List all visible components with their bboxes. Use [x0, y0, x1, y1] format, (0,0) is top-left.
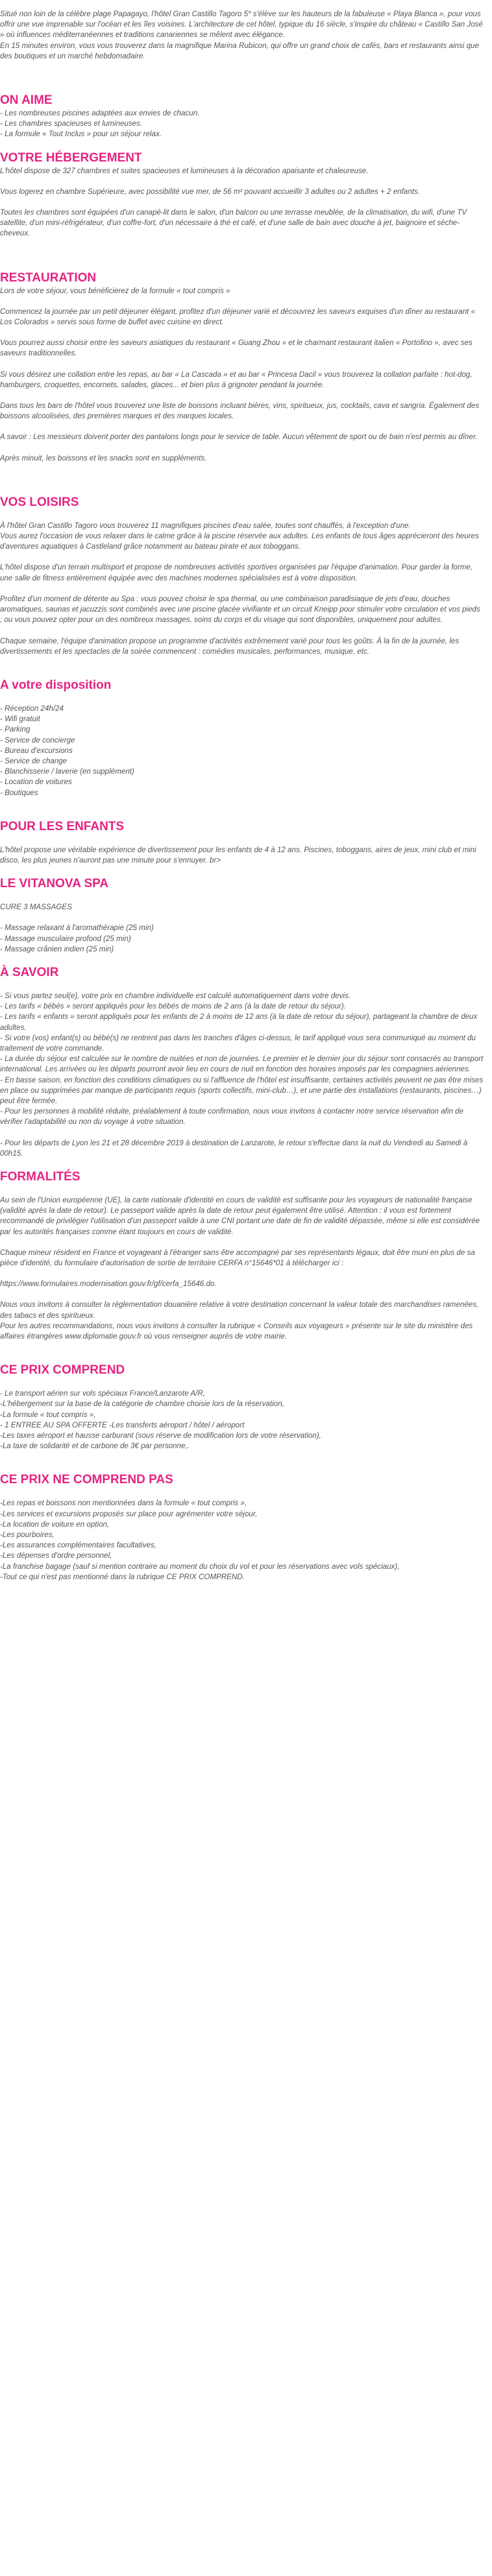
- paragraph: Chaque mineur résident en France et voyageant à l'étranger sans être accompagné par ses représentants légaux, doit être muni en plus de sa pièce d'identité, du formulaire d'autorisation de sortie de territoire CERFA n°15646*01 à télécharger ici :: [0, 1248, 475, 1268]
- paragraph: Nous vous invitons à consulter la réglementation douanière relative à votre destination concernant la valeur totale des marchandises ramenées, des tabacs et des spiritueux.: [0, 1300, 479, 1320]
- list-item: -L'hébergement sur la base de la catégorie de chambre choisie lors de la réservation,: [0, 1400, 284, 1409]
- list-item: - En basse saison, en fonction des conditions climatiques ou si l'affluence de l'hôtel est insuffisante, certaines activités peuvent ne pas être mises en place ou supprimées par manque de participants requis (sports collectifs, mini-club…), et une partie des installations (restaurants, piscines…) peut être fermée.: [0, 1075, 484, 1105]
- list-item: -Les repas et boissons non mentionnées dans la formule « tout compris »,: [0, 1499, 247, 1508]
- disposition-section: [0, 678, 484, 798]
- list-item: -La taxe de solidarité et de carbone de 3€ par personne,.: [0, 1442, 190, 1451]
- list-item: - Service de concierge: [0, 735, 75, 745]
- section-title-enfants: POUR LES ENFANTS: [0, 819, 125, 833]
- list-item: - La durée du séjour est calculée sur le nombre de nuitées et non de journées. Le premier et le dernier jour du séjour sont consacrés au transport international. Les arrivées ou les départs pourront avoir lieu en cours de nuit en fonction des horaires imposés par les compagnies aériennes.: [0, 1055, 484, 1074]
- hebergement-section: [0, 150, 484, 239]
- paragraph: Chaque semaine, l'équipe d'animation propose un programme d'activités extrêmement varié pour tous les goûts. À la fin de la journée, les divertissements et les spectacles de la soirée commencent : comédies musicales, performances, musique, etc.: [0, 636, 460, 656]
- list-item: - Location de voitures: [0, 778, 72, 787]
- spa-section: [0, 876, 484, 955]
- list-item: -Les assurances complémentaires facultatives,: [0, 1541, 157, 1550]
- list-item: -Les dépenses d'ordre personnel,: [0, 1551, 112, 1560]
- list-item: -La formule « tout compris »,: [0, 1410, 96, 1419]
- section-title-restauration: RESTAURATION: [0, 270, 97, 285]
- list-item: -Les pourboires,: [0, 1531, 55, 1540]
- list-item: - Pour les personnes à mobilité réduite, préalablement à toute confirmation, nous vous invitons à contacter notre service réservation afin de vérifier l'adaptabilité ou non du voyage à votre situation.: [0, 1107, 464, 1127]
- list-item: - Les chambres spacieuses et lumineuses.: [0, 119, 143, 128]
- section-title-hebergement: VOTRE HÉBERGEMENT: [0, 150, 142, 165]
- comprend-section: [0, 1363, 484, 1451]
- list-item: -Tout ce qui n'est pas mentionné dans la rubrique CE PRIX COMPREND.: [0, 1572, 245, 1581]
- savoir-section: [0, 965, 484, 1159]
- list-item: - Les nombreuses piscines adaptées aux envies de chacun.: [0, 109, 200, 118]
- paragraph: Pour les autres recommandations, nous vous invitons à consulter la rubrique « Conseils aux voyageurs » présente sur le site du ministère des affaires étrangères www.diplomatie.gouv.fr où vous renseigner auprès de votre mairie.: [0, 1321, 473, 1341]
- section-title-formalites: FORMALITÉS: [0, 1170, 80, 1184]
- loisirs-section: [0, 495, 484, 657]
- list-item: - Réception 24h/24: [0, 704, 64, 713]
- paragraph: Après minuit, les boissons et les snacks sont en suppléments.: [0, 453, 207, 462]
- list-item: - La formule « Tout Inclus » pour un séjour relax.: [0, 130, 162, 139]
- paragraph: CURE 3 MASSAGES: [0, 903, 72, 912]
- paragraph: Profitez d'un moment de détente au Spa : vous pouvez choisir le spa thermal, ou une combinaison paradisiaque de jets d'eau, douches aromatiques, saunas et jacuzzis sont combinés avec une piscine glacée vivifiante et un circuit Kneipp pour stimuler votre circulation et vos pieds ; ou vous pouvez opter pour un des nombreux massages, soins du corps et du visage qui sont disponibles, uniquement pour adultes.: [0, 594, 480, 625]
- restauration-section: [0, 270, 484, 464]
- paragraph: L'hôtel propose une véritable expérience de divertissement pour les enfants de 4 à 12 ans. Piscines, toboggans, aires de jeux, mini club et mini disco, les plus jeunes n'auront pas une minute pour s'ennuyer. br>: [0, 845, 476, 865]
- section-title-loisirs: VOS LOISIRS: [0, 495, 79, 509]
- paragraph: - Pour les départs de Lyon les 21 et 28 décembre 2019 à destination de Lanzarote, le retour s'effectue dans la nuit du Vendredi au Samedi à 00h15.: [0, 1138, 468, 1158]
- paragraph: Vous aurez l'occasion de vous relaxer dans le calme grâce à la piscine réservée aux adultes. Les enfants de tous âges apprécieront des heures d'aventures aquatiques à Castleland grâce notamment au bateau pirate et aux toboggans.: [0, 532, 479, 551]
- paragraph: L'hôtel dispose d'un terrain multisport et propose de nombreuses activités sportives organisées par l'équipe d'animation. Pour garder la forme, une salle de fitness entièrement équipée avec des machines modernes spécialisées est à votre disposition.: [0, 563, 473, 582]
- list-item: - Wifi gratuit: [0, 715, 40, 724]
- section-title-spa: LE VITANOVA SPA: [0, 877, 109, 891]
- paragraph: Dans tous les bars de l'hôtel vous trouverez une liste de boissons incluant bières, vins, spiritueux, jus, cocktails, cava et sangria. Également des boissons alcoolisées, des premières marques et des marques locales.: [0, 401, 480, 421]
- list-item: - Massage relaxant à l'aromathérapie (25 min): [0, 924, 154, 933]
- ne-comprend-section: [0, 1472, 484, 1582]
- intro-paragraph: Situé non loin de la célèbre plage Papagayo, l'hôtel Gran Castillo Tagoro 5* s'élève sur les hauteurs de la fabuleuse « Playa Blanca », pour vous offrir une vue imprenable sur l'océan et les îles voisines. L'architecture de cet hôtel, typique du 16 siècle, s'inspire du château « Castillo San José » où influences méditerranéennes et traditions canariennes se mêlent avec élégance.: [0, 10, 483, 40]
- list-item: - Massage musculaire profond (25 min): [0, 934, 131, 943]
- enfants-section: [0, 819, 484, 866]
- paragraph: Vous logerez en chambre Supérieure, avec possibilité vue mer, de 56 m² pouvant accueillir 3 adultes ou 2 adultes + 2 enfants.: [0, 187, 420, 196]
- section-title-aime: ON AIME: [0, 93, 53, 108]
- section-title-disposition: A votre disposition: [0, 678, 112, 692]
- list-item: -La location de voiture en option,: [0, 1520, 110, 1529]
- paragraph: Si vous désirez une collation entre les repas, au bar « La Cascada » et au bar « Princesa Dacil » vous trouverez la collation parfaite : hot-dog, hamburgers, croquettes, encornets, salades, glaces... et bien plus à grignoter pendant la journée.: [0, 370, 473, 389]
- paragraph: À l'hôtel Gran Castillo Tagoro vous trouverez 11 magnifiques piscines d'eau salée, toutes sont chauffés, à l'exception d'une.: [0, 521, 411, 530]
- paragraph: Lors de votre séjour, vous bénéficierez de la formule « tout compris »: [0, 286, 230, 295]
- paragraph: https://www.formulaires.modernisation.gouv.fr/gf/cerfa_15646.do.: [0, 1280, 217, 1289]
- list-item: -Les taxes aéroport et hausse carburant (sous réserve de modification lors de votre réservation),: [0, 1431, 321, 1440]
- list-item: - Parking: [0, 725, 31, 734]
- paragraph: Commencez la journée par un petit déjeuner élégant, profitez d'un déjeuner varié et découvrez les saveurs exquises d'un dîner au restaurant « Los Colorados » servis sous forme de buffet avec cuisine en direct.: [0, 307, 476, 327]
- list-item: - Si votre (vos) enfant(s) ou bébé(s) ne rentrent pas dans les tranches d'âges ci-dessus, le tarif appliqué vous sera communiqué au moment du traitement de votre commande.: [0, 1033, 476, 1053]
- list-item: - Le transport aérien sur vols spéciaux France/Lanzarote A/R,: [0, 1389, 205, 1398]
- list-item: - Bureau d'excursions: [0, 746, 73, 755]
- list-item: -Les services et excursions proposés sur place pour agrémenter votre séjour,: [0, 1509, 258, 1518]
- section-title-savoir: À SAVOIR: [0, 965, 59, 979]
- paragraph: Au sein de l'Union européenne (UE), la carte nationale d'identité en cours de validité est suffisante pour les voyageurs de nationalité française (validité après la date de retour). Le passeport valide après la date de retour peut également être utilisé. Attention : il vous est fortement recommandé de privilégier l'utilisation d'un passeport valide à une CNI portant une date de fin de validité dépassée, même si elle est considérée par les autorités françaises comme étant toujours en cours de validité.: [0, 1196, 480, 1236]
- list-item: - Les tarifs « bébés » seront appliqués pour les bébés de moins de 2 ans (à la date de retour du séjour).: [0, 1002, 346, 1011]
- aime-section: [0, 93, 484, 140]
- list-item: - Service de change: [0, 756, 68, 765]
- list-item: - Si vous partez seul(e), votre prix en chambre individuelle est calculé automatiquement dans votre devis.: [0, 991, 351, 1000]
- paragraph: Toutes les chambres sont équipées d'un canapé-lit dans le salon, d'un balcon ou une terrasse meublée, de la climatisation, du wifi, d'une TV satellite, d'un mini-réfrigérateur, d'un coffre-fort, d'un nécessaire à thé et café, et d'une salle de bain avec douche à jet, baignoire et sèche-cheveux.: [0, 208, 467, 238]
- paragraph: Vous pourrez aussi choisir entre les saveurs asiatiques du restaurant « Guang Zhou » et le charmant restaurant italien « Portofino », avec ses saveurs traditionnelles.: [0, 339, 473, 358]
- list-item: - 1 ENTREE AU SPA OFFERTE -Les transferts aéroport / hôtel / aéroport: [0, 1420, 245, 1429]
- section-title-ne-comprend: CE PRIX NE COMPREND PAS: [0, 1473, 173, 1487]
- section-title-comprend: CE PRIX COMPREND: [0, 1363, 125, 1377]
- list-item: -La franchise bagage (sauf si mention contraire au moment du choix du vol et pour les réservations avec vols spéciaux),: [0, 1562, 400, 1571]
- formalites-section: [0, 1169, 484, 1342]
- paragraph: A savoir : Les messieurs doivent porter des pantalons longs pour le service de table. Aucun vêtement de sport ou de bain n'est permis au dîner.: [0, 433, 478, 442]
- list-item: - Boutiques: [0, 788, 38, 797]
- list-item: - Les tarifs « enfants » seront appliqués pour les enfants de 2 à moins de 12 ans (à la date de retour du séjour), partageant la chambre de deux adultes.: [0, 1012, 478, 1032]
- list-item: - Massage crânien indien (25 min): [0, 944, 114, 953]
- list-item: - Blanchisserie / laverie (en supplément): [0, 767, 134, 776]
- intro-paragraph: En 15 minutes environ, vous vous trouverez dans la magnifique Marina Rubicon, qui offre un grand choix de cafés, bars et restaurants ainsi que des boutiques et un marché hebdomadaire.: [0, 41, 479, 60]
- paragraph: L'hôtel dispose de 327 chambres et suites spacieuses et lumineuses à la décoration apaisante et chaleureuse.: [0, 166, 369, 175]
- intro-section: [0, 9, 484, 62]
